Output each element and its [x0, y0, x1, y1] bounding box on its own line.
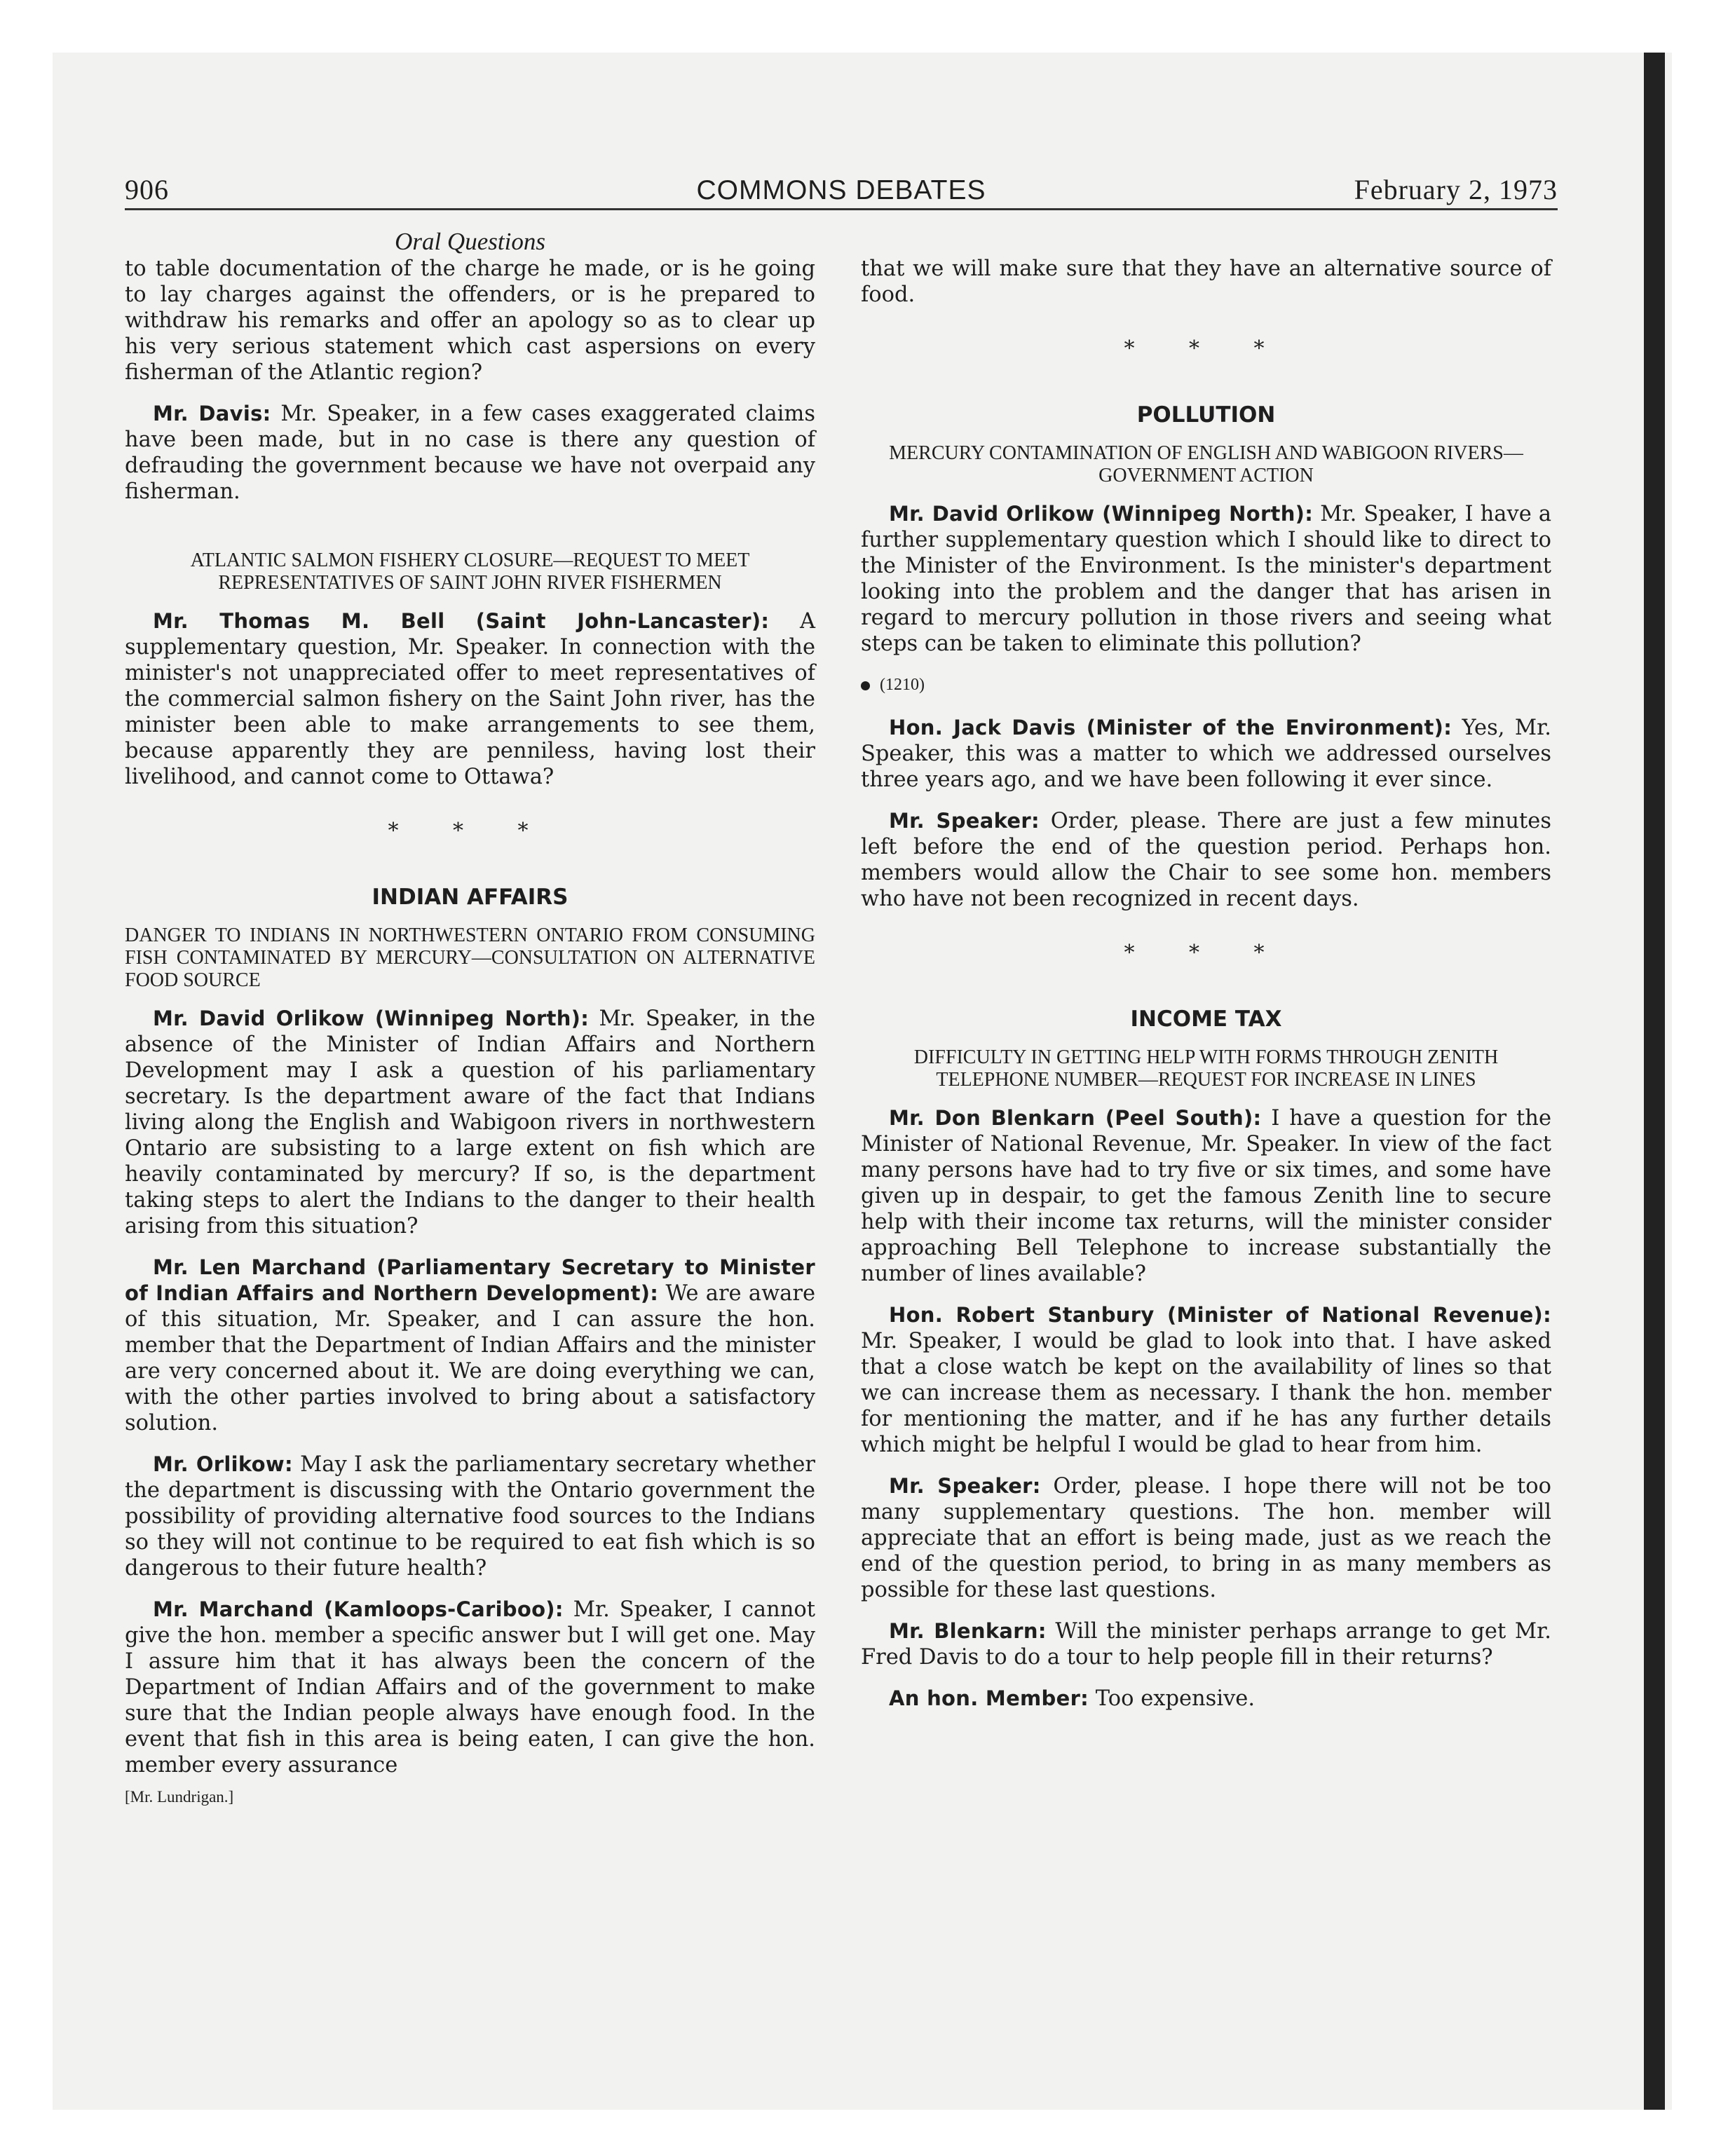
speech-hon-member: [861, 1686, 1551, 1712]
issue-date: February 2, 1973: [1354, 174, 1558, 205]
section-label: Oral Questions: [395, 228, 545, 255]
speech-marchand-followup: [125, 1597, 815, 1778]
speech-speaker: [861, 808, 1551, 912]
speaker-name: Mr. Speaker:: [889, 1474, 1041, 1498]
speech-text: Mr. Speaker, I cannot give the hon. member a specific answer but I will get one. May I assure him that it has always been the concern of the Department of Indian Affairs and of the government to make sure that the Indian people always have enough food. In the event that fish in this area is being eaten, I can give the hon. member every assurance: [125, 1597, 815, 1778]
speech-blenkarn-followup: [861, 1618, 1551, 1670]
speech-marchand: [125, 1255, 815, 1436]
bullet-icon: [861, 681, 870, 690]
speech-text: Mr. Speaker, I would be glad to look into that. I have asked that a close watch be kept on the availability of lines so that we can increase them as necessary. I thank the hon. member for mentioning the matter, and if he has any further details which might be helpful I would be glad to hear from him.: [861, 1329, 1551, 1457]
speech-text: Mr. Speaker, in the absence of the Minister of Indian Affairs and Northern Development may I ask a question of his parliamentary secretary. Is the department aware of the fact that Indians living along the English and Wabigoon rivers in northwestern Ontario are subsisting to a large extent on fish which are heavily contaminated by mercury? If so, is the department taking steps to alert the Indians to the danger to their health arising from this situation?: [125, 1007, 815, 1239]
heading-indian-affairs: INDIAN AFFAIRS: [372, 885, 569, 910]
speech-davis: [125, 401, 815, 505]
section-separator: * * *: [388, 819, 552, 843]
speech-text: Yes, Mr. Speaker, this was a matter to which we addressed ourselves three years ago, and we have been following it ever since.: [861, 716, 1551, 792]
speaker-name: Mr. Thomas M. Bell (Saint John-Lancaster):: [153, 609, 770, 633]
speaker-name: Mr. Orlikow:: [153, 1452, 293, 1476]
time-marker-text: (1210): [880, 676, 925, 694]
speaker-name: Mr. Davis:: [153, 402, 271, 425]
heading-pollution: POLLUTION: [1136, 402, 1276, 428]
scan-edge-shadow: [1644, 53, 1665, 2110]
speaker-name: Mr. Speaker:: [889, 809, 1040, 833]
page-number: 906: [125, 174, 169, 205]
speech-text: May I ask the parliamentary secretary whether the department is discussing with the Ontario government the possibility of providing alternative food sources to the Indians so they will not continue to be required to eat fish which is so dangerous to their future health?: [125, 1452, 815, 1581]
speaker-name: Mr. Len Marchand (Parliamentary Secretary to Minister of Indian Affairs and Northern Development):: [125, 1255, 815, 1305]
speaker-name: Mr. Marchand (Kamloops-Cariboo):: [153, 1597, 564, 1621]
speech-orlikow: [125, 1006, 815, 1239]
subheading-mercury-rivers: MERCURY CONTAMINATION OF ENGLISH AND WABIGOON RIVERS—GOVERNMENT ACTION: [889, 442, 1523, 486]
continued-paragraph: that we will make sure that they have an alternative source of food.: [861, 257, 1551, 307]
speaker-name: Mr. David Orlikow (Winnipeg North):: [153, 1007, 590, 1030]
section-separator: * * *: [1124, 941, 1288, 965]
speech-text: Will the minister perhaps arrange to get Mr. Fred Davis to do a tour to help people fill in their returns?: [861, 1619, 1551, 1670]
speech-text: I have a question for the Minister of National Revenue, Mr. Speaker. In view of the fact many persons have had to try five or six times, and some have given up in despair, to get the famous Zenith line to secure help with their income tax returns, will the minister consider approaching Bell Telephone to increase substantially the number of lines available?: [861, 1106, 1551, 1286]
speech-text: Too expensive.: [1095, 1686, 1256, 1711]
subheading-salmon-fishery: ATLANTIC SALMON FISHERY CLOSURE—REQUEST TO MEET REPRESENTATIVES OF SAINT JOHN RIVER FISHERMEN: [190, 550, 750, 594]
left-column: [125, 256, 815, 1810]
speech-text: Mr. Speaker, I have a further supplementary question which I should like to direct to the Minister of the Environment. Is the minister's department looking into the problem and the danger that has arisen in regard to mercury pollution in those rivers and seeing what steps can be taken to eliminate this pollution?: [861, 502, 1551, 656]
speaker-name: Mr. Don Blenkarn (Peel South):: [889, 1106, 1262, 1130]
speech-blenkarn: [861, 1105, 1551, 1287]
speech-text: We are aware of this situation, Mr. Speaker, and I can assure the hon. member that the Department of Indian Affairs and the minister are very concerned about it. We are doing everything we can, with the other parties involved to bring about a satisfactory solution.: [125, 1281, 815, 1435]
speech-stanbury: [861, 1302, 1551, 1458]
subheading-mercury-fish: DANGER TO INDIANS IN NORTHWESTERN ONTARIO FROM CONSUMING FISH CONTAMINATED BY MERCURY—CONSULTATION ON ALTERNATIVE FOOD SOURCE: [125, 925, 815, 991]
speaker-name: Hon. Robert Stanbury (Minister of National Revenue):: [889, 1303, 1551, 1327]
continued-paragraph: to table documentation of the charge he made, or is he going to lay charges against the offenders, or is he prepared to withdraw his remarks and offer an apology so as to clear up his very serious statement which cast aspersions on every fisherman of the Atlantic region?: [125, 257, 815, 385]
time-marker: [861, 672, 1551, 698]
speaker-name: Hon. Jack Davis (Minister of the Environment):: [889, 716, 1452, 739]
speech-text: A supplementary question, Mr. Speaker. In connection with the minister's not unappreciated offer to meet representatives of the commercial salmon fishery on the Saint John river, has the minister been able to make arrangements to see them, because apparently they are penniless, having lost their livelihood, and cannot come to Ottawa?: [125, 609, 815, 789]
right-column: [861, 256, 1551, 1727]
speech-text: Order, please. I hope there will not be too many supplementary questions. The hon. member will appreciate that an effort is being made, just as we reach the end of the question period, to bring in as many members as possible for these last questions.: [861, 1474, 1552, 1602]
subheading-zenith-lines: DIFFICULTY IN GETTING HELP WITH FORMS THROUGH ZENITH TELEPHONE NUMBER—REQUEST FOR INCREASE IN LINES: [913, 1046, 1499, 1091]
speech-orlikow-followup: [125, 1452, 815, 1581]
running-header: [125, 172, 1558, 210]
speaker-name: Mr. David Orlikow (Winnipeg North):: [889, 502, 1314, 526]
heading-income-tax: INCOME TAX: [1130, 1007, 1282, 1032]
speaker-footnote: [Mr. Lundrigan.]: [125, 1788, 234, 1806]
speaker-name: An hon. Member:: [889, 1686, 1089, 1710]
speech-bell: [125, 608, 815, 790]
journal-title: COMMONS DEBATES: [696, 175, 986, 205]
speech-orlikow-pollution: [861, 501, 1551, 657]
speaker-name: Mr. Blenkarn:: [889, 1619, 1047, 1643]
speech-text: Order, please. There are just a few minutes left before the end of the question period. Perhaps hon. members would allow the Chair to see some hon. members who have not been recognized in recent days.: [861, 809, 1551, 911]
page: [125, 172, 1558, 1924]
speech-jack-davis: [861, 715, 1551, 793]
speech-speaker-second: [861, 1473, 1551, 1603]
section-separator: * * *: [1124, 336, 1288, 361]
speech-text: Mr. Speaker, in a few cases exaggerated claims have been made, but in no case is there any question of defrauding the government because we have not overpaid any fisherman.: [125, 402, 815, 504]
